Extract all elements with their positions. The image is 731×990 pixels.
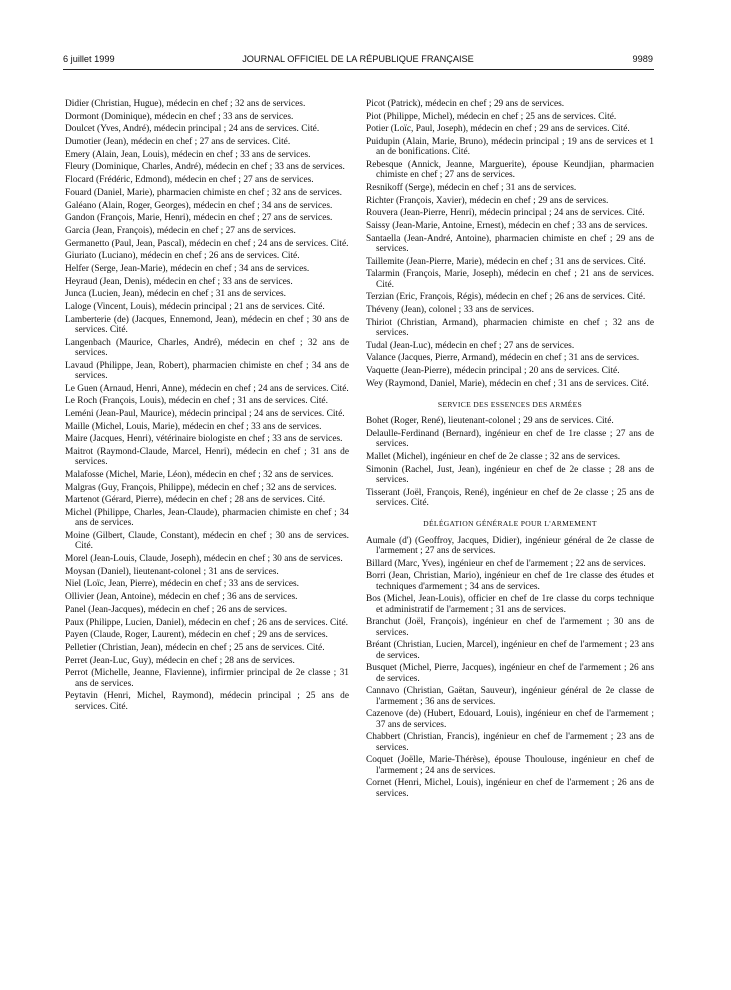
- header-rule: [63, 69, 654, 70]
- list-item: Lamberterie (de) (Jacques, Ennemond, Jean), médecin en chef ; 30 ans de services. Cité.: [65, 314, 349, 335]
- list-item: Branchut (Joël, François), ingénieur en chef de l'armement ; 30 ans de services.: [366, 617, 654, 638]
- list-item: Martenot (Gérard, Pierre), médecin en chef ; 28 ans de services. Cité.: [65, 495, 326, 506]
- list-item: Gandon (François, Marie, Henri), médecin en chef ; 27 ans de services.: [65, 213, 333, 224]
- list-item: Junca (Lucien, Jean), médecin en chef ; 31 ans de services.: [65, 289, 286, 300]
- list-item: Cannavo (Christian, Gaëtan, Sauveur), ingénieur général de 2e classe de l'armement ; 36 ans de services.: [366, 686, 654, 707]
- list-item: Perrot (Michelle, Jeanne, Flavienne), infirmier principal de 2e classe ; 31 ans de services.: [65, 668, 349, 689]
- list-item: Cornet (Henri, Michel, Louis), ingénieur en chef de l'armement ; 26 ans de services.: [366, 778, 654, 799]
- section-heading-armement: DÉLÉGATION GÉNÉRALE POUR L'ARMEMENT: [423, 519, 597, 529]
- page-header: [63, 54, 653, 68]
- list-item: Doulcet (Yves, André), médecin principal ; 24 ans de services. Cité.: [65, 124, 320, 135]
- list-item: Garcia (Jean, François), médecin en chef ; 27 ans de services.: [65, 225, 296, 236]
- essences-entries-list: [366, 416, 654, 508]
- list-item: Michel (Philippe, Charles, Jean-Claude), pharmacien chimiste en chef ; 34 ans de services.: [65, 508, 349, 529]
- list-item: Talarmin (François, Marie, Joseph), médecin en chef ; 21 ans de services. Cité.: [366, 269, 654, 290]
- list-item: Moysan (Daniel), lieutenant-colonel ; 31 ans de services.: [65, 566, 279, 577]
- list-item: Emery (Alain, Jean, Louis), médecin en chef ; 33 ans de services.: [65, 149, 311, 160]
- list-item: Santaella (Jean-André, Antoine), pharmacien chimiste en chef ; 29 ans de services.: [366, 233, 654, 255]
- list-item: Le Roch (François, Louis), médecin en chef ; 31 ans de services. Cité.: [65, 396, 328, 407]
- list-item: Borri (Jean, Christian, Mario), ingénieur en chef de 1re classe des études et techniques d'armement ; 34 ans de services.: [366, 571, 654, 592]
- list-item: Lavaud (Philippe, Jean, Robert), pharmacien chimiste en chef ; 34 ans de services.: [65, 360, 349, 381]
- right-column: [366, 99, 654, 801]
- list-item: Langenbach (Maurice, Charles, André), médecin en chef ; 32 ans de services.: [65, 337, 349, 358]
- list-item: Théveny (Jean), colonel ; 33 ans de services.: [366, 305, 534, 316]
- list-item: Vaquette (Jean-Pierre), médecin principal ; 20 ans de services. Cité.: [366, 366, 620, 377]
- list-item: Picot (Patrick), médecin en chef ; 29 ans de services.: [366, 99, 565, 109]
- list-item: Maire (Jacques, Henri), vétérinaire biologiste en chef ; 33 ans de services.: [65, 434, 343, 445]
- list-item: Germanetto (Paul, Jean, Pascal), médecin en chef ; 24 ans de services. Cité.: [65, 238, 349, 249]
- list-item: Helfer (Serge, Jean-Marie), médecin en chef ; 34 ans de services.: [65, 263, 310, 274]
- armement-entries-list: [366, 536, 654, 799]
- list-item: Richter (François, Xavier), médecin en chef ; 29 ans de services.: [366, 195, 609, 206]
- list-item: Bos (Michel, Jean-Louis), officier en chef de 1re classe du corps technique et administratif de l'armement ; 31 ans de services.: [366, 594, 654, 615]
- list-item: Perret (Jean-Luc, Guy), médecin en chef ; 28 ans de services.: [65, 655, 295, 666]
- list-item: Peytavin (Henri, Michel, Raymond), médecin principal ; 25 ans de services. Cité.: [65, 691, 349, 712]
- list-item: Rouvera (Jean-Pierre, Henri), médecin principal ; 24 ans de services. Cité.: [366, 208, 645, 219]
- list-item: Didier (Christian, Hugue), médecin en chef ; 32 ans de services.: [65, 99, 306, 109]
- list-item: Leméni (Jean-Paul, Maurice), médecin principal ; 24 ans de services. Cité.: [65, 409, 345, 420]
- list-item: Maille (Michel, Louis, Marie), médecin en chef ; 33 ans de services.: [65, 421, 322, 432]
- list-item: Ollivier (Jean, Antoine), médecin en chef ; 36 ans de services.: [65, 592, 298, 603]
- list-item: Billard (Marc, Yves), ingénieur en chef de l'armement ; 22 ans de services.: [366, 558, 646, 569]
- header-page-number: 9989: [632, 54, 653, 64]
- left-column: [65, 99, 349, 714]
- list-item: Giuriato (Luciano), médecin en chef ; 26 ans de services. Cité.: [65, 251, 300, 262]
- list-item: Busquet (Michel, Pierre, Jacques), ingénieur en chef de l'armement ; 26 ans de services.: [366, 663, 654, 684]
- list-item: Fleury (Dominique, Charles, André), médecin en chef ; 33 ans de services.: [65, 162, 345, 173]
- list-item: Heyraud (Jean, Denis), médecin en chef ; 33 ans de services.: [65, 276, 293, 287]
- list-item: Potier (Loïc, Paul, Joseph), médecin en chef ; 29 ans de services. Cité.: [366, 124, 630, 135]
- section-heading-essences: SERVICE DES ESSENCES DES ARMÉES: [437, 400, 583, 410]
- list-item: Saissy (Jean-Marie, Antoine, Ernest), médecin en chef ; 33 ans de services.: [366, 221, 648, 232]
- list-item: Panel (Jean-Jacques), médecin en chef ; 26 ans de services.: [65, 604, 288, 615]
- list-item: Puidupin (Alain, Marie, Bruno), médecin principal ; 19 ans de services et 1 an de bonifications. Cité.: [366, 137, 654, 158]
- list-item: Dumotier (Jean), médecin en chef ; 27 ans de services. Cité.: [65, 137, 291, 148]
- list-item: Malafosse (Michel, Marie, Léon), médecin en chef ; 32 ans de services.: [65, 470, 334, 481]
- list-item: Valance (Jacques, Pierre, Armand), médecin en chef ; 31 ans de services.: [366, 353, 640, 364]
- right-entries-list: [366, 99, 654, 389]
- header-title: JOURNAL OFFICIEL DE LA RÉPUBLIQUE FRANÇAISE: [242, 54, 474, 64]
- list-item: Pelletier (Christian, Jean), médecin en chef ; 25 ans de services. Cité.: [65, 642, 325, 653]
- list-item: Morel (Jean-Louis, Claude, Joseph), médecin en chef ; 30 ans de services.: [65, 554, 343, 565]
- list-item: Wey (Raymond, Daniel, Marie), médecin en chef ; 31 ans de services. Cité.: [366, 378, 649, 389]
- list-item: Coquet (Joëlle, Marie-Thérèse), épouse Thoulouse, ingénieur en chef de l'armement ; 24 ans de services.: [366, 755, 654, 776]
- list-item: Flocard (Frédéric, Edmond), médecin en chef ; 27 ans de services.: [65, 175, 314, 186]
- header-date: 6 juillet 1999: [63, 54, 115, 64]
- list-item: Taillemite (Jean-Pierre, Marie), médecin en chef ; 31 ans de services. Cité.: [366, 256, 646, 267]
- list-item: Delaulle-Ferdinand (Bernard), ingénieur en chef de 1re classe ; 27 ans de services.: [366, 429, 654, 450]
- list-item: Malgras (Guy, François, Philippe), médecin en chef ; 32 ans de services.: [65, 482, 337, 493]
- list-item: Piot (Philippe, Michel), médecin en chef ; 25 ans de services. Cité.: [366, 111, 617, 122]
- list-item: Fouard (Daniel, Marie), pharmacien chimiste en chef ; 32 ans de services.: [65, 187, 342, 198]
- list-item: Thiriot (Christian, Armand), pharmacien chimiste en chef ; 32 ans de services.: [366, 317, 654, 339]
- list-item: Galéano (Alain, Roger, Georges), médecin en chef ; 34 ans de services.: [65, 200, 333, 211]
- list-item: Bréant (Christian, Lucien, Marcel), ingénieur en chef de l'armement ; 23 ans de services.: [366, 640, 654, 661]
- list-item: Maitrot (Raymond-Claude, Marcel, Henri), médecin en chef ; 31 ans de services.: [65, 447, 349, 468]
- list-item: Bohet (Roger, René), lieutenant-colonel ; 29 ans de services. Cité.: [366, 416, 614, 427]
- list-item: Aumale (d') (Geoffroy, Jacques, Didier), ingénieur général de 2e classe de l'armement ; 27 ans de services.: [366, 535, 654, 556]
- list-item: Mallet (Michel), ingénieur en chef de 2e classe ; 32 ans de services.: [366, 452, 621, 463]
- list-item: Moine (Gilbert, Claude, Constant), médecin en chef ; 30 ans de services. Cité.: [65, 531, 349, 552]
- list-item: Niel (Loïc, Jean, Pierre), médecin en chef ; 33 ans de services.: [65, 579, 300, 590]
- list-item: Rebesque (Annick, Jeanne, Marguerite), épouse Keundjian, pharmacien chimiste en chef ; 27 ans de services.: [366, 160, 654, 181]
- list-item: Payen (Claude, Roger, Laurent), médecin en chef ; 29 ans de services.: [65, 630, 328, 641]
- list-item: Paux (Philippe, Lucien, Daniel), médecin en chef ; 26 ans de services. Cité.: [65, 617, 348, 628]
- list-item: Chabbert (Christian, Francis), ingénieur en chef de l'armement ; 23 ans de services.: [366, 732, 654, 753]
- list-item: Dormont (Dominique), médecin en chef ; 33 ans de services.: [65, 111, 294, 122]
- list-item: Terzian (Eric, François, Régis), médecin en chef ; 26 ans de services. Cité.: [366, 292, 646, 303]
- list-item: Tisserant (Joël, François, René), ingénieur en chef de 2e classe ; 25 ans de services. Cité.: [366, 487, 654, 509]
- list-item: Laloge (Vincent, Louis), médecin principal ; 21 ans de services. Cité.: [65, 302, 325, 312]
- list-item: Tudal (Jean-Luc), médecin en chef ; 27 ans de services.: [366, 340, 575, 351]
- list-item: Simonin (Rachel, Just, Jean), ingénieur en chef de 2e classe ; 28 ans de services.: [366, 464, 654, 486]
- list-item: Le Guen (Arnaud, Henri, Anne), médecin en chef ; 24 ans de services. Cité.: [65, 383, 349, 394]
- list-item: Cazenove (de) (Hubert, Edouard, Louis), ingénieur en chef de l'armement ; 37 ans de services.: [366, 709, 654, 730]
- list-item: Resnikoff (Serge), médecin en chef ; 31 ans de services.: [366, 183, 577, 194]
